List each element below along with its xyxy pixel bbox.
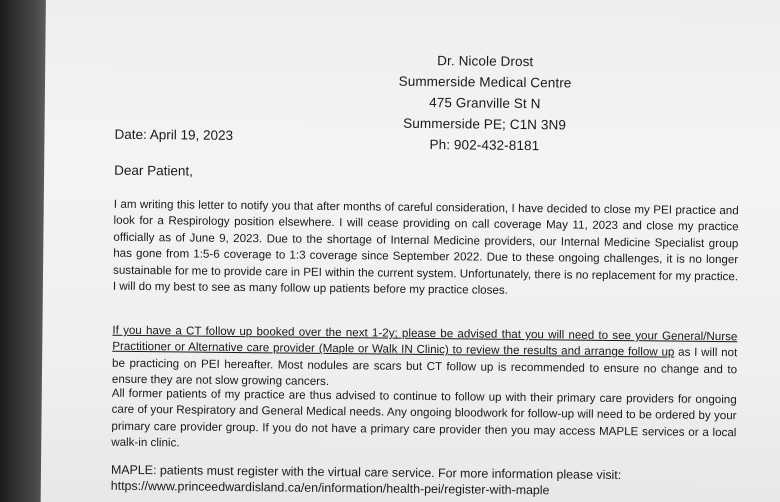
paragraph-ct-followup [112, 323, 738, 395]
maple-url[interactable]: https://www.princeedwardisland.ca/en/information/health-pei/register-with-maple [110, 479, 550, 498]
maple-lead: MAPLE: patients must register with the virtual care service. For more information please visit: [110, 462, 622, 483]
city-address: Summerside PE; C1N 3N9 [403, 115, 567, 133]
doctor-name: Dr. Nicole Drost [437, 53, 534, 70]
letter-page [40, 0, 780, 502]
ct-followup-underlined: If you have a CT follow up booked over the next 1-2y; please be advised that you will need to see your General/Nurse Practitioner or Alternative care provider (Maple or Walk IN Clinic) to review the results and arrange follow up [112, 323, 738, 360]
paragraph-primary-care: All former patients of my practice are thus advised to continue to follow up with their primary care providers for ongoing care of your Respiratory and General Medical needs. Any ongoing bloodwork for follow-up will need to be ordered by your primary care provider group. If you do not have a primary care provider then you may access MAPLE services or a local walk-in clinic. [111, 386, 737, 450]
clinic-name: Summerside Medical Centre [398, 73, 572, 91]
letter-date: Date: April 19, 2023 [114, 126, 234, 143]
street-address: 475 Granville St N [429, 95, 541, 112]
phone-number: Ph: 902-432-8181 [429, 137, 540, 154]
ct-followup-rest: as I will not be practicing on PEI hereafter. Most nodules are scars but CT follow up is recommended to ensure no change and to ensure they are not slow growing cancers. [111, 346, 738, 389]
paragraph-maple [111, 462, 736, 501]
letterhead [354, 49, 615, 157]
salutation: Dear Patient, [114, 162, 193, 179]
paragraph-closure-notice: I am writing this letter to notify you that after months of careful consideration, I have decided to close my PEI practice and look for a Respirology position elsewhere. I will cease providing on call coverage May 11, 2023 and close my practice officially as of June 9, 2023. Due to the shortage of Internal Medicine providers, our Internal Medicine Specialist group has gone from 1:5-6 coverage to 1:3 coverage since September 2022. Due to these ongoing challenges, it is no longer sustainable for me to provide care in PEI within the current system. Unfortunately, there is no replacement for my practice. I will do my best to see as many follow up patients before my practice closes. [112, 197, 739, 297]
